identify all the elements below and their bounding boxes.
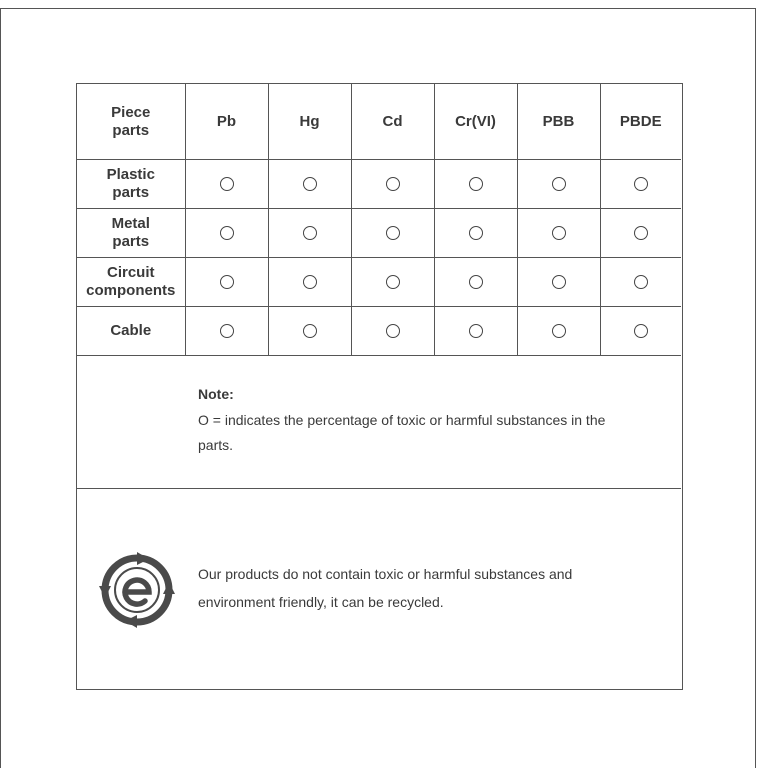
circle-mark-icon — [552, 324, 566, 338]
table-cell — [351, 307, 434, 356]
circle-mark-icon — [386, 177, 400, 191]
note-title: Note: — [198, 386, 234, 402]
table-cell — [517, 160, 600, 209]
eco-statement-text: Our products do not contain toxic or harmful substances and environment friendly, it can be recycled. — [198, 566, 573, 610]
table-cell — [351, 160, 434, 209]
circle-mark-icon — [303, 226, 317, 240]
header-hg: Hg — [268, 84, 351, 160]
header-pb: Pb — [185, 84, 268, 160]
hazardous-substances-table — [77, 84, 681, 356]
table-cell — [185, 258, 268, 307]
environment-friendly-recycle-e-icon — [99, 552, 175, 628]
circle-mark-icon — [386, 324, 400, 338]
table-cell — [268, 258, 351, 307]
table-cell — [600, 258, 681, 307]
circle-mark-icon — [220, 324, 234, 338]
substance-document — [76, 83, 683, 690]
circle-mark-icon — [220, 275, 234, 289]
circle-mark-icon — [386, 275, 400, 289]
circle-mark-icon — [469, 324, 483, 338]
table-row — [77, 209, 681, 258]
circle-mark-icon — [469, 275, 483, 289]
table-cell — [434, 258, 517, 307]
circle-mark-icon — [469, 177, 483, 191]
table-cell — [517, 307, 600, 356]
table-cell — [434, 209, 517, 258]
header-cd: Cd — [351, 84, 434, 160]
circle-mark-icon — [220, 177, 234, 191]
table-cell — [434, 307, 517, 356]
table-cell — [268, 307, 351, 356]
note-section — [77, 358, 681, 489]
circle-mark-icon — [303, 275, 317, 289]
circle-mark-icon — [386, 226, 400, 240]
table-header-row — [77, 84, 681, 160]
header-cr-vi: Cr(VI) — [434, 84, 517, 160]
table-cell — [185, 160, 268, 209]
table-cell — [517, 209, 600, 258]
circle-mark-icon — [552, 275, 566, 289]
eco-statement-section — [77, 489, 681, 689]
circle-mark-icon — [303, 324, 317, 338]
table-cell — [351, 258, 434, 307]
table-cell — [600, 160, 681, 209]
table-row — [77, 258, 681, 307]
table-cell — [185, 307, 268, 356]
header-pbb: PBB — [517, 84, 600, 160]
row-label: Cable — [77, 307, 185, 356]
circle-mark-icon — [552, 226, 566, 240]
table-cell — [351, 209, 434, 258]
table-row — [77, 160, 681, 209]
table-row — [77, 307, 681, 356]
table-cell — [268, 209, 351, 258]
table-cell — [517, 258, 600, 307]
circle-mark-icon — [303, 177, 317, 191]
header-pbde: PBDE — [600, 84, 681, 160]
circle-mark-icon — [634, 177, 648, 191]
row-label: Plastic parts — [77, 160, 185, 209]
header-piece-parts: Piece parts — [77, 84, 185, 160]
circle-mark-icon — [469, 226, 483, 240]
table-cell — [600, 209, 681, 258]
table-cell — [185, 209, 268, 258]
note-text: O = indicates the percentage of toxic or harmful substances in the parts. — [198, 412, 606, 453]
circle-mark-icon — [634, 275, 648, 289]
circle-mark-icon — [634, 226, 648, 240]
circle-mark-icon — [552, 177, 566, 191]
table-cell — [434, 160, 517, 209]
row-label: Metal parts — [77, 209, 185, 258]
table-cell — [600, 307, 681, 356]
table-cell — [268, 160, 351, 209]
row-label: Circuit components — [77, 258, 185, 307]
circle-mark-icon — [220, 226, 234, 240]
circle-mark-icon — [634, 324, 648, 338]
